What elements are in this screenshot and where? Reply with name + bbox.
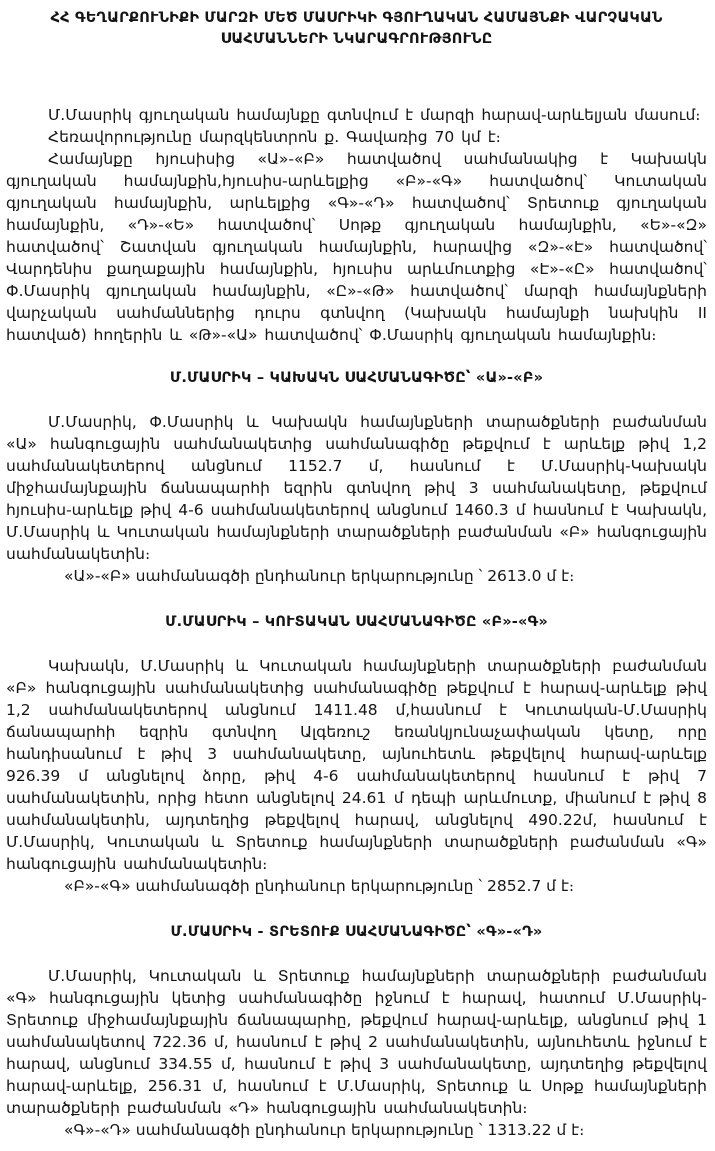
section-g-d <box>6 924 707 1141</box>
section-body-g-d: Մ.Մասրիկ, Կուտական և Տրետուք համայնքների տարածքների բաժանման «Գ» հանգուցային կետից սահմանագիծը իջնում է հարավ, հատում Մ.Մասրիկ-Տրետուք միջհամայնքային ճանապարհը, թեքվում հարավ-արևելք, անցնում թիվ 1 սահմանակետով 722.36 մ, հասնում է թիվ 2 սահմանակետին, այնուհետև իջնում է հարավ, անցնում 334.55 մ, հասնում է թիվ 3 սահմանակետը, այդտեղից թեքվելով հարավ-արևելք, 256.31 մ, հասնում է Մ.Մասրիկ, Տրետուք և Սոթք համայնքների տարածքների բաժանման «Դ» հանգուցային սահմանակետին։ <box>6 967 707 1118</box>
intro-section <box>6 104 707 346</box>
section-heading-g-d: Մ.ՄԱՍՐԻԿ - ՏՐԵՏՈՒՔ ՍԱՀՄԱՆԱԳԻԾԸ՝ «Գ»-«Դ» <box>170 924 543 941</box>
intro-paragraph-borders: Համայնքը հյուսիսից «Ա»-«Բ» հատվածով սահմանակից է Կախակն գյուղական համայնքին,հյուսիս-արևելքից «Բ»-«Գ» հատվածով՝ Կուտական գյուղական համայնքին, արևելքից «Գ»-«Դ» հատվածով՝ Տրետուք գյուղական համայնքին, «Դ»-«Ե» հատվածով՝ Սոթք գյուղական համայնքին, «Ե»-«Զ» հատվածով՝ Շատվան գյուղական համայնքին, հարավից «Զ»-«Է» հատվածով՝ Վարդենիս քաղաքային համայնքին, հյուսիս արևմուտքից «Է»-«Ը» հատվածով՝ Փ.Մասրիկ գյուղական համայնքին, «Ը»-«Թ» հատվածով՝ մարզի համայնքների վարչական սահմաններից դուրս գտնվող (Կախակն համայնքի նախկին II հատված) հողերին և «Թ»-«Ա» հատվածով՝ Փ.Մասրիկ գյուղական համայնքին։ <box>6 150 707 345</box>
document-title: ՀՀ ԳԵՂԱՐՔՈՒՆԻՔԻ ՄԱՐԶԻ ՄԵԾ ՄԱՍՐԻԿԻ ԳՅՈՒՂԱԿԱՆ ՀԱՄԱՅՆՔԻ ՎԱՐՉԱԿԱՆ ՍԱՀՄԱՆՆԵՐԻ ՆԿԱՐԱԳՐՈՒԹՅՈՒՆԸ <box>50 10 663 48</box>
section-length-a-b: «Ա»-«Բ» սահմանագծի ընդհանուր երկարությունը ՝ 2613.0 մ է։ <box>64 567 575 586</box>
intro-paragraph-distance: Հեռավորությունը մարզկենտրոն ք. Գավառից 70 կմ է։ <box>48 128 501 147</box>
intro-paragraph-location: Մ.Մասրիկ գյուղական համայնքը գտնվում է մարզի հարավ-արևելյան մասում։ <box>48 106 701 125</box>
section-a-b <box>6 370 707 587</box>
section-heading-a-b: Մ.ՄԱՍՐԻԿ – ԿԱԽԱԿՆ ՍԱՀՄԱՆԱԳԻԾԸ՝ «Ա»-«Բ» <box>169 370 544 387</box>
section-body-b-g: Կախակն, Մ.Մասրիկ և Կուտական համայնքների տարածքների բաժանման «Բ» հանգուցային սահմանակետից սահմանագիծը թեքվում է հարավ-արևելք թիվ 1,2 սահմանակետերով անցնում 1411.48 մ,հասնում է Կուտական-Մ.Մասրիկ ճանապարհի եզրին գտնվող Ալգեռուշ եռանկյունաչափական կետը, որը հանդիսանում է թիվ 3 սահմանակետը, այնուհետև թեքվելով հարավ-արևելք 926.39 մ անցնելով ձորը, թիվ 4-6 սահմանակետերով հասնում է թիվ 7 սահմանակետին, որից հետո անցնելով 24.61 մ դեպի արևմուտք, միանում է թիվ 8 սահմանակետին, այդտեղից թեքվելով հարավ, անցնելով 490.22մ, հասնում է Մ.Մասրիկ, Կուտական և Տրետուք համայնքների տարածքների բաժանման «Գ» հանգուցային սահմանակետին։ <box>6 657 707 874</box>
section-length-b-g: «Բ»-«Գ» սահմանագծի ընդհանուր երկարությունը ՝ 2852.7 մ է։ <box>64 877 575 896</box>
section-heading-b-g: Մ.ՄԱՍՐԻԿ – ԿՈՒՏԱԿԱՆ ՍԱՀՄԱՆԱԳԻԾԸ «Բ»-«Գ» <box>165 614 548 631</box>
section-length-g-d: «Գ»-«Դ» սահմանագծի ընդհանուր երկարությունը ՝ 1313.22 մ է։ <box>64 1121 585 1140</box>
section-b-g <box>6 614 707 897</box>
section-body-a-b: Մ.Մասրիկ, Փ.Մասրիկ և Կախակն համայնքների տարածքների բաժանման «Ա» հանգուցային սահմանակետից սահմանագիծը թեքվում է արևելք թիվ 1,2 սահմանակետերով անցնում 1152.7 մ, հասնում է Մ.Մասրիկ-Կախակն միջհամայնքային ճանապարհի եզրին գտնվող թիվ 3 սահմանակետը, թեքվում հյուսիս-արևելք թիվ 4-6 սահմանակետերով անցնում 1460.3 մ հասնում է Կախակն, Մ.Մասրիկ և Կուտական համայնքների տարածքների բաժանման «Բ» հանգուցային սահմանակետին։ <box>6 413 707 564</box>
